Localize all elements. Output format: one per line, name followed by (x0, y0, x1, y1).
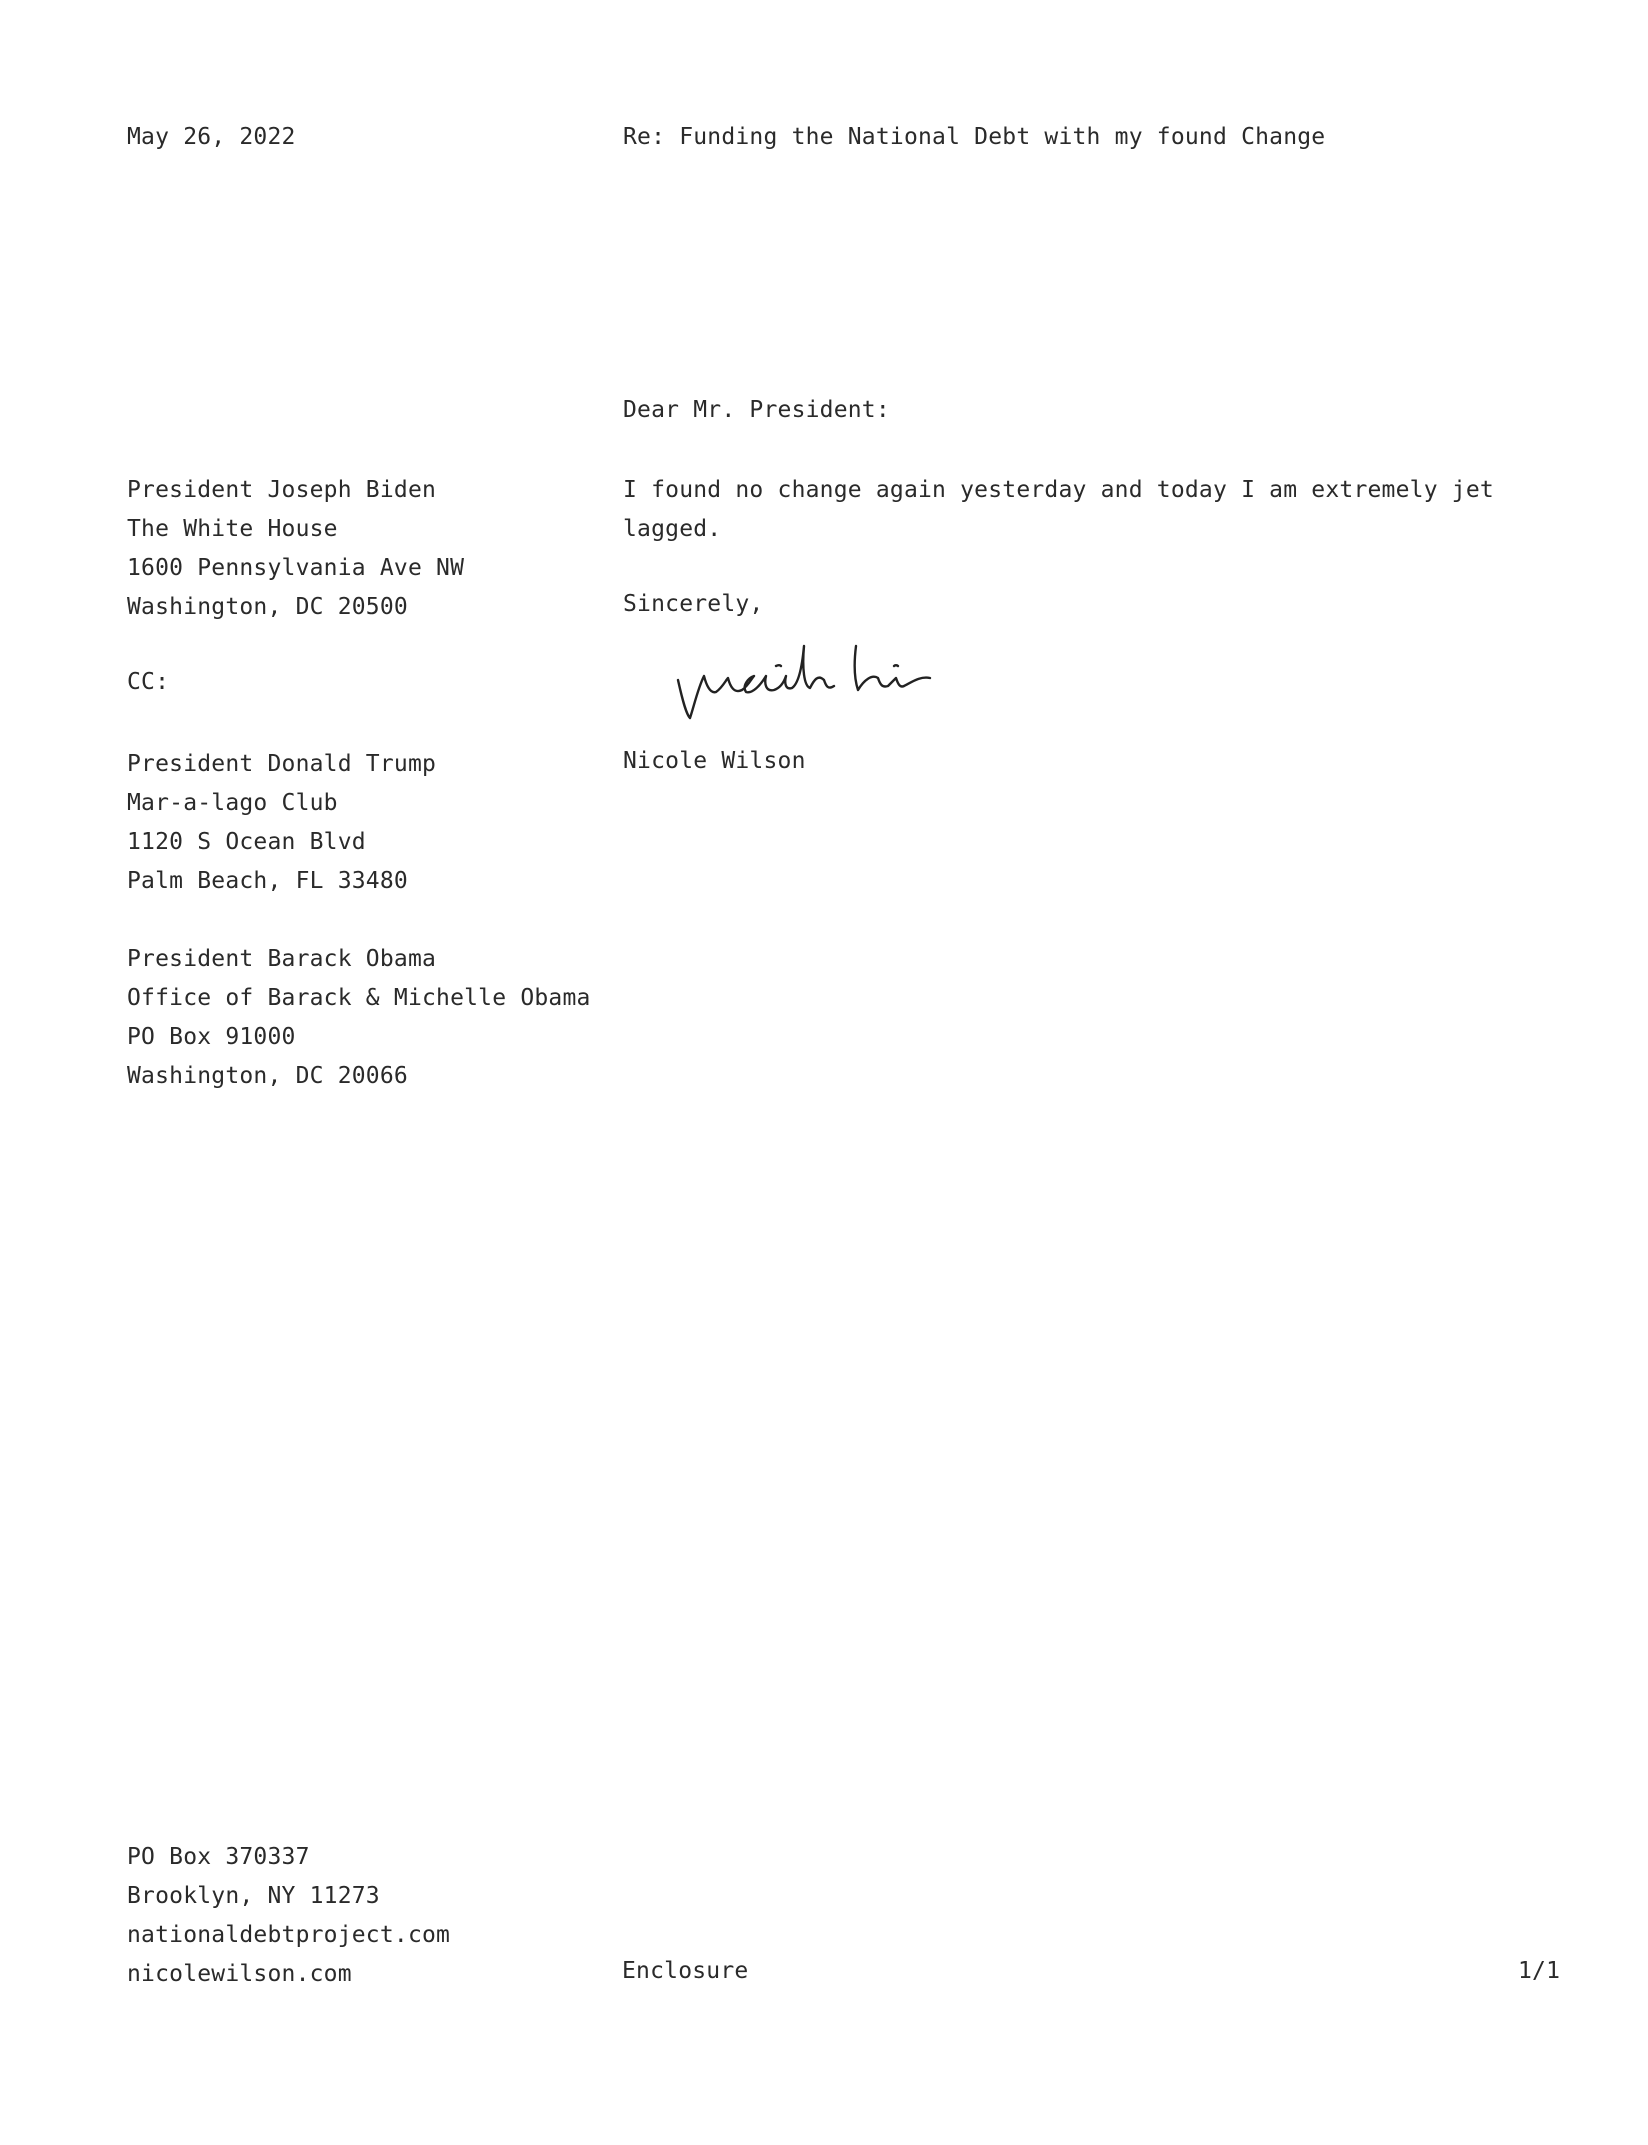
website-link: nicolewilson.com (127, 1961, 352, 1987)
address-line: PO Box 370337 (127, 1844, 310, 1870)
cc-recipient (127, 940, 591, 1096)
cc-label: CC: (127, 669, 170, 695)
address-line: Palm Beach, FL 33480 (127, 868, 408, 894)
address-line: President Donald Trump (127, 751, 437, 777)
address-line: 1600 Pennsylvania Ave NW (127, 555, 465, 581)
address-line: Office of Barack & Michelle Obama (127, 985, 591, 1011)
address-line: The White House (127, 516, 338, 542)
address-line: Washington, DC 20066 (127, 1063, 408, 1089)
address-line: Mar-a-lago Club (127, 790, 338, 816)
letter-date: May 26, 2022 (127, 124, 296, 150)
address-line: President Barack Obama (127, 946, 437, 972)
signer-name: Nicole Wilson (623, 748, 806, 774)
website-link: nationaldebtproject.com (127, 1922, 451, 1948)
enclosure-note: Enclosure (622, 1958, 749, 1984)
signature-mark (668, 628, 968, 728)
page-number: 1/1 (1518, 1958, 1561, 1984)
body-paragraph: I found no change again yesterday and today I am extremely jet lagged. (623, 477, 1494, 542)
address-line: Brooklyn, NY 11273 (127, 1883, 380, 1909)
handwritten-signature (668, 628, 968, 728)
subject-line: Re: Funding the National Debt with my found Change (623, 124, 1326, 150)
recipient-address (127, 471, 464, 627)
address-line: Washington, DC 20500 (127, 594, 408, 620)
letter-body (623, 471, 1523, 549)
sender-address (127, 1838, 450, 1994)
address-line: PO Box 91000 (127, 1024, 296, 1050)
closing: Sincerely, (623, 591, 764, 617)
address-line: 1120 S Ocean Blvd (127, 829, 366, 855)
salutation: Dear Mr. President: (623, 397, 890, 423)
address-line: President Joseph Biden (127, 477, 437, 503)
cc-recipient (127, 745, 436, 901)
